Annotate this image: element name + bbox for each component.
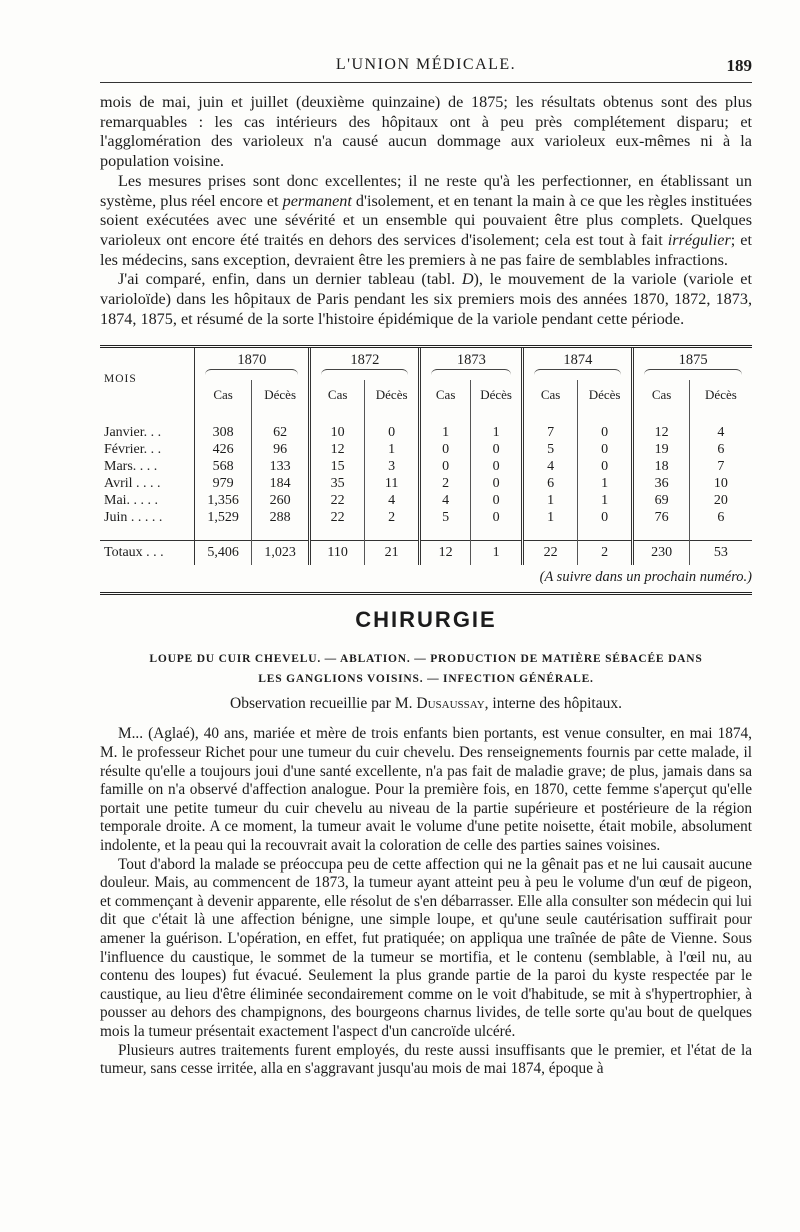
- cas-cell: 35: [310, 475, 365, 492]
- cas-cell: 4: [523, 458, 578, 475]
- document-page: [100, 0, 752, 1079]
- deces-cell: 0: [470, 492, 522, 509]
- cas-header: Cas: [420, 380, 470, 410]
- deces-header: Décès: [251, 380, 310, 410]
- deces-header: Décès: [689, 380, 752, 410]
- mois-header: MOIS: [104, 373, 137, 386]
- intro-text: [100, 93, 752, 329]
- year-header: 1873: [420, 348, 523, 380]
- year-header: 1874: [523, 348, 633, 380]
- cas-cell: 1: [523, 509, 578, 526]
- deces-cell: 0: [577, 458, 633, 475]
- total-cell: 22: [523, 541, 578, 566]
- cas-header: Cas: [633, 380, 690, 410]
- totals-row: [100, 541, 752, 566]
- brace: [644, 369, 742, 376]
- cas-cell: 12: [633, 424, 690, 441]
- page-number: 189: [726, 56, 752, 75]
- deces-cell: 7: [689, 458, 752, 475]
- deces-cell: 0: [470, 441, 522, 458]
- deces-cell: 3: [364, 458, 420, 475]
- total-cell: 5,406: [195, 541, 252, 566]
- cas-cell: 22: [310, 509, 365, 526]
- section-title: CHIRURGIE: [355, 607, 497, 633]
- deces-cell: 0: [577, 441, 633, 458]
- deces-cell: 1: [470, 424, 522, 441]
- observer-line: Observation recueillie par M. Dusaussay, interne des hôpitaux.: [230, 695, 622, 713]
- totals-label: Totaux . . .: [100, 541, 195, 566]
- section-divider: [100, 592, 752, 595]
- emphasis: D: [461, 270, 474, 289]
- deces-cell: 96: [251, 441, 310, 458]
- cas-cell: 426: [195, 441, 252, 458]
- total-cell: 53: [689, 541, 752, 566]
- deces-cell: 11: [364, 475, 420, 492]
- deces-header: Décès: [577, 380, 633, 410]
- brace: [321, 369, 408, 376]
- year-header: 1872: [310, 348, 420, 380]
- deces-header: Décès: [364, 380, 420, 410]
- cas-cell: 1,356: [195, 492, 252, 509]
- continued-note: (A suivre dans un prochain numéro.): [539, 569, 752, 586]
- cas-cell: 979: [195, 475, 252, 492]
- total-cell: 110: [310, 541, 365, 566]
- cas-cell: 69: [633, 492, 690, 509]
- running-title: L'UNION MÉDICALE.: [335, 56, 517, 73]
- cas-cell: 7: [523, 424, 578, 441]
- emphasis: permanent: [282, 191, 352, 210]
- cas-cell: 19: [633, 441, 690, 458]
- brace: [431, 369, 511, 376]
- deces-cell: 62: [251, 424, 310, 441]
- year-header: 1870: [195, 348, 310, 380]
- deces-cell: 184: [251, 475, 310, 492]
- cas-cell: 0: [420, 458, 470, 475]
- cas-header: Cas: [310, 380, 365, 410]
- table-row: [100, 441, 752, 458]
- cas-cell: 36: [633, 475, 690, 492]
- table-body: [100, 424, 752, 526]
- running-head: [100, 52, 752, 83]
- cas-cell: 6: [523, 475, 578, 492]
- paragraph: M... (Aglaé), 40 ans, mariée et mère de trois enfants bien portants, est venue consulter, en mai 1874, M. le professeur Richet pour une tumeur du cuir chevelu. Des renseignements fournis par cette malade, il résulte qu'elle a toujours joui d'une santé excellente, n'a pas fait de maladie grave; de plus, jamais dans sa famille on n'a observé d'affection analogue. Pour la première fois, en 1870, cette femme s'aperçut qu'elle portait une petite tumeur du cuir chevelu au niveau de la partie supérieure et postérieure de la région temporale droite. A ce moment, la tumeur avait le volume d'une petite noisette, était mobile, absolument indolente, et la peau qui la recouvrait avait la coloration de celle des parties saines voisines.: [100, 725, 752, 854]
- cas-cell: 308: [195, 424, 252, 441]
- total-cell: 2: [577, 541, 633, 566]
- deces-cell: 1: [577, 475, 633, 492]
- month-cell: Février. . .: [104, 441, 162, 457]
- year-header: 1875: [633, 348, 752, 380]
- deces-cell: 0: [470, 458, 522, 475]
- stats-table: [100, 348, 752, 565]
- deces-cell: 260: [251, 492, 310, 509]
- month-cell: Janvier. . .: [104, 424, 162, 440]
- cas-header: Cas: [523, 380, 578, 410]
- table-row: [100, 509, 752, 526]
- total-cell: 12: [420, 541, 470, 566]
- deces-cell: 2: [364, 509, 420, 526]
- emphasis: irrégulier: [667, 230, 731, 249]
- deces-cell: 0: [470, 509, 522, 526]
- total-cell: 1: [470, 541, 522, 566]
- total-cell: 21: [364, 541, 420, 566]
- cas-cell: 1: [420, 424, 470, 441]
- paragraph: mois de mai, juin et juillet (deuxième quinzaine) de 1875; les résultats obtenus sont des plus remarquables : les cas intérieurs des hôpitaux ont à peu près complétement disparu; et l'agglomération des varioleux n'a causé aucun dommage aux varioleux eux-mêmes ni à la population voisine.: [100, 93, 752, 171]
- deces-cell: 4: [689, 424, 752, 441]
- table-row: [100, 424, 752, 441]
- month-cell: Mars. . . .: [104, 458, 158, 474]
- deces-cell: 133: [251, 458, 310, 475]
- cas-cell: 5: [523, 441, 578, 458]
- month-cell: Mai. . . . .: [104, 492, 159, 508]
- cas-cell: 18: [633, 458, 690, 475]
- cas-cell: 2: [420, 475, 470, 492]
- observer-name: Dusaussay: [416, 695, 485, 713]
- paragraph: J'ai comparé, enfin, dans un dernier tableau (tabl. D), le mouvement de la variole (variole et varioloïde) dans les hôpitaux de Paris pendant les six premiers mois des années 1870, 1872, 1873, 1874, 1875, et résumé de la sorte l'histoire épidémique de la variole pendant cette période.: [100, 270, 752, 328]
- cas-header: Cas: [195, 380, 252, 410]
- deces-cell: 0: [470, 475, 522, 492]
- month-cell: Avril . . . .: [104, 475, 161, 491]
- cas-cell: 568: [195, 458, 252, 475]
- table-row: [100, 492, 752, 509]
- table-row: [100, 458, 752, 475]
- deces-header: Décès: [470, 380, 522, 410]
- paragraph: Les mesures prises sont donc excellentes; il ne reste qu'à les perfectionner, en établissant un système, plus réel encore et permanent d'isolement, et en tenant la main à ce que les règles instituées soient exécutées avec une sévérité et un ensemble qui pouvaient être plus complets. Quelques varioleux ont encore été traités en dehors des services d'isolement; cela est tout à fait irrégulier; et les médecins, sans exception, devraient être les premiers à ne pas faire de semblables infractions.: [100, 171, 752, 269]
- cas-cell: 5: [420, 509, 470, 526]
- brace: [534, 369, 621, 376]
- brace: [205, 369, 298, 376]
- case-title: LOUPE DU CUIR CHEVELU. — ABLATION. — PRODUCTION DE MATIÈRE SÉBACÉE DANS LES GANGLIONS VOISINS. — INFECTION GÉNÉRALE.: [149, 653, 703, 686]
- cas-cell: 4: [420, 492, 470, 509]
- total-cell: 230: [633, 541, 690, 566]
- deces-cell: 6: [689, 441, 752, 458]
- deces-cell: 0: [364, 424, 420, 441]
- cas-cell: 15: [310, 458, 365, 475]
- deces-cell: 1: [577, 492, 633, 509]
- paragraph: Tout d'abord la malade se préoccupa peu de cette affection qui ne la gênait pas et ne lui causait aucune douleur. Mais, au commencent de 1873, la tumeur ayant atteint peu à peu le volume d'un œuf de pigeon, et commençant à devenir apparente, elle résolut de s'en débarrasser. Elle alla consulter son médecin qui lui dit que c'était là une affection bénigne, une simple loupe, et qu'une seule cautérisation suffirait pour amener la guérison. L'opération, en effet, fut pratiquée; on appliqua une traînée de pâte de Vienne. Sous l'influence du caustique, le sommet de la tumeur se mortifia, et le contenu (semblable, à l'œil nu, au contenu des loupes) fut évacué. Seulement la plus grande partie de la paroi du kyste respectée par le caustique, au lieu d'être éliminée secondairement comme on le voit d'habitude, se mit à s'hypertrophier, à pousser au dehors des champignons, des bourgeons charnus livides, de telle sorte qu'au bout de quelques mois la tumeur présentait exactement l'aspect d'un cancroïde ulcéré.: [100, 855, 752, 1040]
- deces-cell: 1: [364, 441, 420, 458]
- cas-cell: 1: [523, 492, 578, 509]
- cas-cell: 0: [420, 441, 470, 458]
- cas-cell: 1,529: [195, 509, 252, 526]
- month-cell: Juin . . . . .: [104, 509, 163, 525]
- paragraph: Plusieurs autres traitements furent employés, du reste aussi insuffisants que le premier, et l'état de la tumeur, sans cesse irritée, alla en s'aggravant jusqu'au mois de mai 1874, époque à: [100, 1041, 752, 1078]
- deces-cell: 288: [251, 509, 310, 526]
- table-row: [100, 475, 752, 492]
- deces-cell: 4: [364, 492, 420, 509]
- cas-cell: 22: [310, 492, 365, 509]
- deces-cell: 0: [577, 424, 633, 441]
- observation-text: [100, 725, 752, 1078]
- cas-cell: 10: [310, 424, 365, 441]
- total-cell: 1,023: [251, 541, 310, 566]
- deces-cell: 20: [689, 492, 752, 509]
- cas-cell: 12: [310, 441, 365, 458]
- deces-cell: 10: [689, 475, 752, 492]
- deces-cell: 0: [577, 509, 633, 526]
- deces-cell: 6: [689, 509, 752, 526]
- cas-cell: 76: [633, 509, 690, 526]
- variole-table: [100, 345, 752, 586]
